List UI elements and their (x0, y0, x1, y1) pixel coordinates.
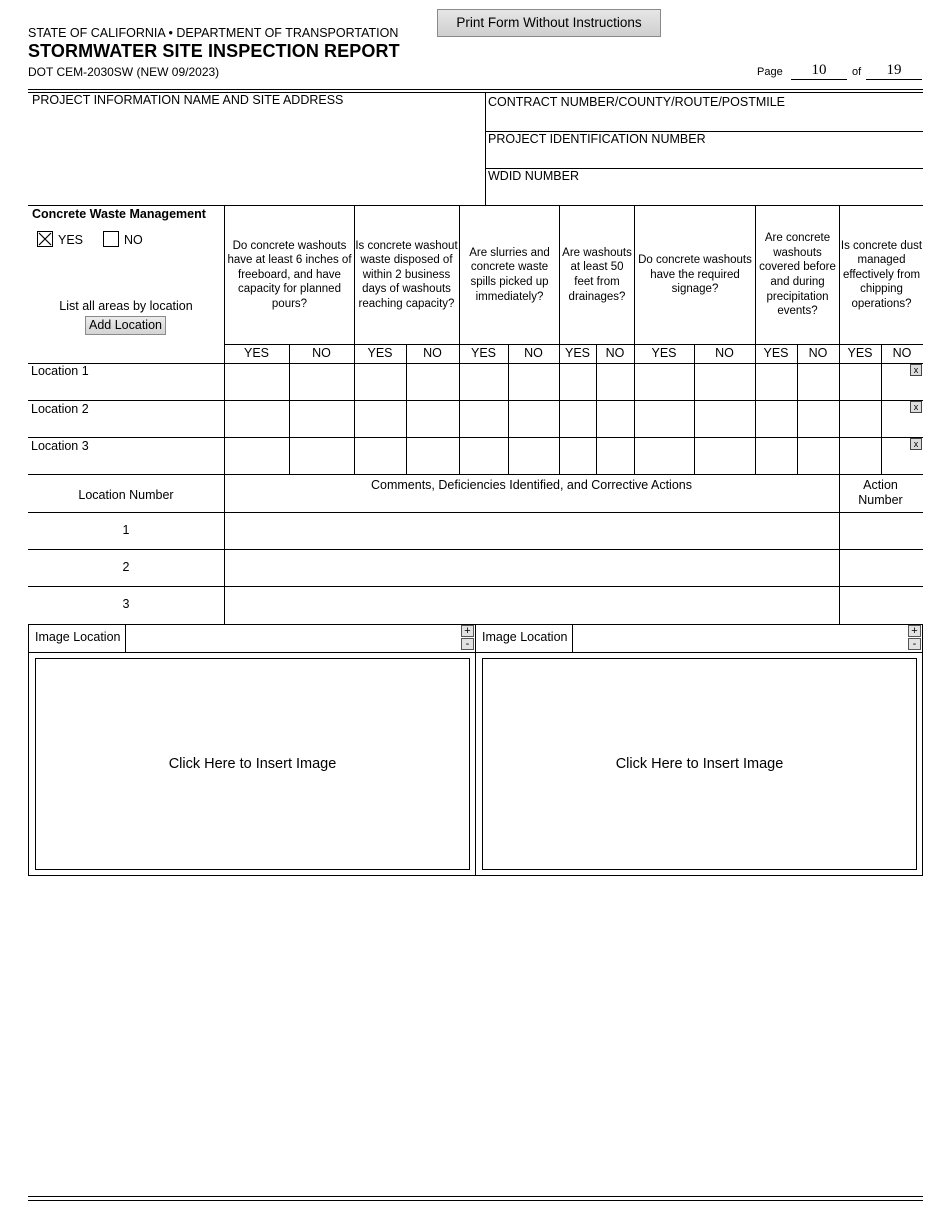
check-x-icon (38, 232, 52, 246)
location-rule-1 (28, 400, 923, 401)
question-distance: Are washouts at least 50 feet from drainages? (562, 246, 632, 303)
col-line-a (224, 205, 225, 474)
location-2-label[interactable]: Location 2 (31, 402, 89, 416)
page-total-field[interactable]: 19 (866, 61, 922, 80)
comments-header: Comments, Deficiencies Identified, and Corrective Actions (371, 478, 692, 492)
no-label: NO (124, 233, 143, 247)
form-title: STORMWATER SITE INSPECTION REPORT (28, 41, 400, 61)
contract-number-field[interactable] (486, 110, 922, 130)
project-id-field[interactable] (486, 147, 922, 167)
split-line-4 (596, 344, 597, 474)
q5-no-header: NO (715, 346, 734, 360)
q6-yes-header: YES (763, 346, 789, 360)
q7-yes-header: YES (847, 346, 873, 360)
split-line-7 (881, 344, 882, 474)
remove-location-3-button[interactable]: x (910, 438, 922, 450)
list-areas-label: List all areas by location (59, 299, 193, 313)
image-1-location-label: Image Location (35, 630, 121, 644)
question-disposal: Is concrete washout waste disposed of within 2 business days of washouts reaching capacity? (355, 239, 458, 310)
col-line-f (755, 205, 756, 474)
image-2-increment-button[interactable]: + (908, 625, 921, 637)
col-line-e (634, 205, 635, 474)
image-1-increment-button[interactable]: + (461, 625, 474, 637)
split-line-2 (406, 344, 407, 474)
q3-no-header: NO (524, 346, 543, 360)
q5-yes-header: YES (651, 346, 677, 360)
contract-number-label: CONTRACT NUMBER/COUNTY/ROUTE/POSTMILE (488, 95, 786, 109)
q4-yes-header: YES (564, 346, 590, 360)
section-title: Concrete Waste Management (32, 207, 206, 221)
footer-rule-bottom (28, 1200, 923, 1201)
remove-location-2-button[interactable]: x (910, 401, 922, 413)
question-dust: Is concrete dust managed effectively from chipping operations? (840, 239, 923, 310)
q4-no-header: NO (605, 346, 625, 360)
comment-row-1-field[interactable] (225, 513, 838, 548)
no-checkbox[interactable] (103, 231, 119, 247)
header-rule-top (28, 89, 923, 90)
add-location-button[interactable]: Add Location (85, 316, 166, 335)
q2-no-header: NO (423, 346, 442, 360)
project-id-label: PROJECT IDENTIFICATION NUMBER (488, 132, 706, 146)
yn-bottom-rule (28, 363, 923, 364)
split-line-1 (289, 344, 290, 474)
form-number: DOT CEM-2030SW (NEW 09/2023) (28, 65, 220, 79)
col-line-c (459, 205, 460, 474)
yes-checkbox[interactable] (37, 231, 53, 247)
q1-yes-header: YES (243, 346, 269, 360)
location-1-label[interactable]: Location 1 (31, 364, 89, 378)
question-signage: Do concrete washouts have the required signage? (638, 254, 752, 296)
image-1-decrement-button[interactable]: - (461, 638, 474, 650)
action-number-header: Action Number (858, 478, 903, 507)
q6-no-header: NO (808, 346, 828, 360)
location-rule-3 (28, 474, 923, 475)
section-top-rule (28, 205, 923, 206)
q1-no-header: NO (312, 346, 331, 360)
comment-row-1-number: 1 (122, 523, 130, 537)
split-line-5 (694, 344, 695, 474)
q2-yes-header: YES (367, 346, 393, 360)
image-2-decrement-button[interactable]: - (908, 638, 921, 650)
location-rule-2 (28, 437, 923, 438)
image-1-insert-area[interactable]: Click Here to Insert Image (35, 658, 470, 870)
yes-label: YES (58, 233, 84, 247)
q3-yes-header: YES (470, 346, 496, 360)
footer-rule-top (28, 1196, 923, 1197)
question-spills: Are slurries and concrete waste spills picked up immediately? (469, 246, 550, 303)
image-location-rule (28, 652, 923, 653)
image-2-location-label: Image Location (482, 630, 568, 644)
split-line-3 (508, 344, 509, 474)
comment-row-2-field[interactable] (225, 550, 838, 585)
wdid-field[interactable] (486, 184, 922, 204)
image-2-location-field[interactable] (573, 625, 907, 652)
split-line-6 (797, 344, 798, 474)
page-of-label: of (852, 66, 862, 78)
comment-row-2-number: 2 (122, 560, 130, 574)
page-number-field[interactable]: 10 (791, 61, 847, 80)
image-2-insert-area[interactable]: Click Here to Insert Image (482, 658, 917, 870)
remove-location-1-button[interactable]: x (910, 364, 922, 376)
page-label: Page (757, 66, 783, 78)
question-freeboard: Do concrete washouts have at least 6 inches of freeboard, and have capacity for planned pours? (227, 239, 352, 310)
location-number-header: Location Number (78, 488, 174, 502)
q7-no-header: NO (892, 346, 912, 360)
image-1-location-field[interactable] (126, 625, 460, 652)
location-3-label[interactable]: Location 3 (31, 439, 89, 453)
project-info-field[interactable] (29, 110, 484, 204)
action-row-2-field[interactable] (840, 550, 922, 585)
comment-row-3-number: 3 (122, 597, 130, 611)
question-covered: Are concrete washouts covered before and during precipitation events? (759, 232, 836, 318)
image-section-divider (475, 624, 476, 876)
wdid-label: WDID NUMBER (488, 169, 579, 183)
comment-row-3-field[interactable] (225, 587, 838, 623)
action-row-1-field[interactable] (840, 513, 922, 548)
project-info-label: PROJECT INFORMATION NAME AND SITE ADDRESS (32, 93, 344, 107)
action-row-3-field[interactable] (840, 587, 922, 623)
agency-name: STATE OF CALIFORNIA • DEPARTMENT OF TRANSPORTATION (28, 26, 399, 40)
print-form-button[interactable]: Print Form Without Instructions (437, 9, 661, 37)
